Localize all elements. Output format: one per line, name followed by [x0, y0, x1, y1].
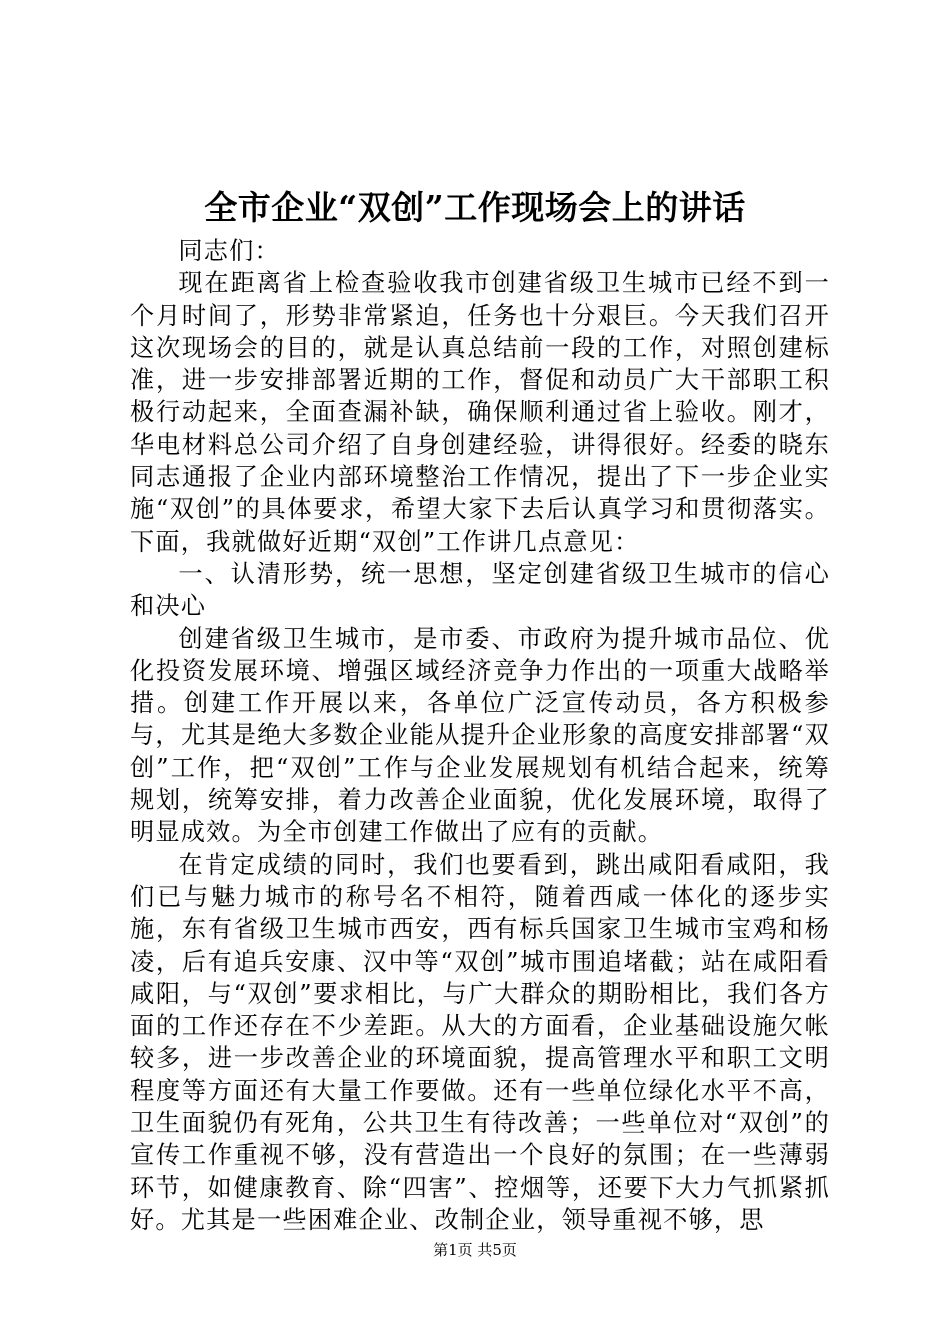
page-footer: 第1页 共5页	[433, 1241, 517, 1259]
document-body	[130, 235, 830, 1236]
salutation-paragraph: 同志们：	[178, 237, 280, 265]
intro-paragraph: 现在距离省上检查验收我市创建省级卫生城市已经不到一个月时间了，形势非常紧迫，任务也十分艰巨。今天我们召开这次现场会的目的，就是认真总结前一段的工作，对照创建标准，进一步安排部署近期的工作，督促和动员广大干部职工积极行动起来，全面查漏补缺，确保顺利通过省上验收。刚才，华电材料总公司介绍了自身创建经验，讲得很好。经委的晓东同志通报了企业内部环境整治工作情况，提出了下一步企业实施“双创”的具体要求，希望大家下去后认真学习和贯彻落实。下面，我就做好近期“双创”工作讲几点意见：	[130, 269, 830, 556]
document-title: 全市企业“双创”工作现场会上的讲话	[204, 188, 746, 227]
body-paragraph: 创建省级卫生城市，是市委、市政府为提升城市品位、优化投资发展环境、增强区域经济竞争力作出的一项重大战略举措。创建工作开展以来，各单位广泛宣传动员，各方积极参与，尤其是绝大多数企业能从提升企业形象的高度安排部署“双创”工作，把“双创”工作与企业发展规划有机结合起来，统筹规划，统筹安排，着力改善企业面貌，优化发展环境，取得了明显成效。为全市创建工作做出了应有的贡献。	[130, 624, 830, 847]
body-paragraph: 在肯定成绩的同时，我们也要看到，跳出咸阳看咸阳，我们已与魅力城市的称号名不相符，随着西咸一体化的逐步实施，东有省级卫生城市西安，西有标兵国家卫生城市宝鸡和杨凌，后有追兵安康、汉中等“双创”城市围追堵截；站在咸阳看咸阳，与“双创”要求相比，与广大群众的期盼相比，我们各方面的工作还存在不少差距。从大的方面看，企业基础设施欠帐较多，进一步改善企业的环境面貌，提高管理水平和职工文明程度等方面还有大量工作要做。还有一些单位绿化水平不高，卫生面貌仍有死角，公共卫生有待改善；一些单位对“双创”的宣传工作重视不够，没有营造出一个良好的氛围；在一些薄弱环节，如健康教育、除“四害”、控烟等，还要下大力气抓紧抓好。尤其是一些困难企业、改制企业，领导重视不够，思	[130, 850, 830, 1234]
section-heading-1: 一、认清形势，统一思想，坚定创建省级卫生城市的信心和决心	[130, 559, 830, 621]
